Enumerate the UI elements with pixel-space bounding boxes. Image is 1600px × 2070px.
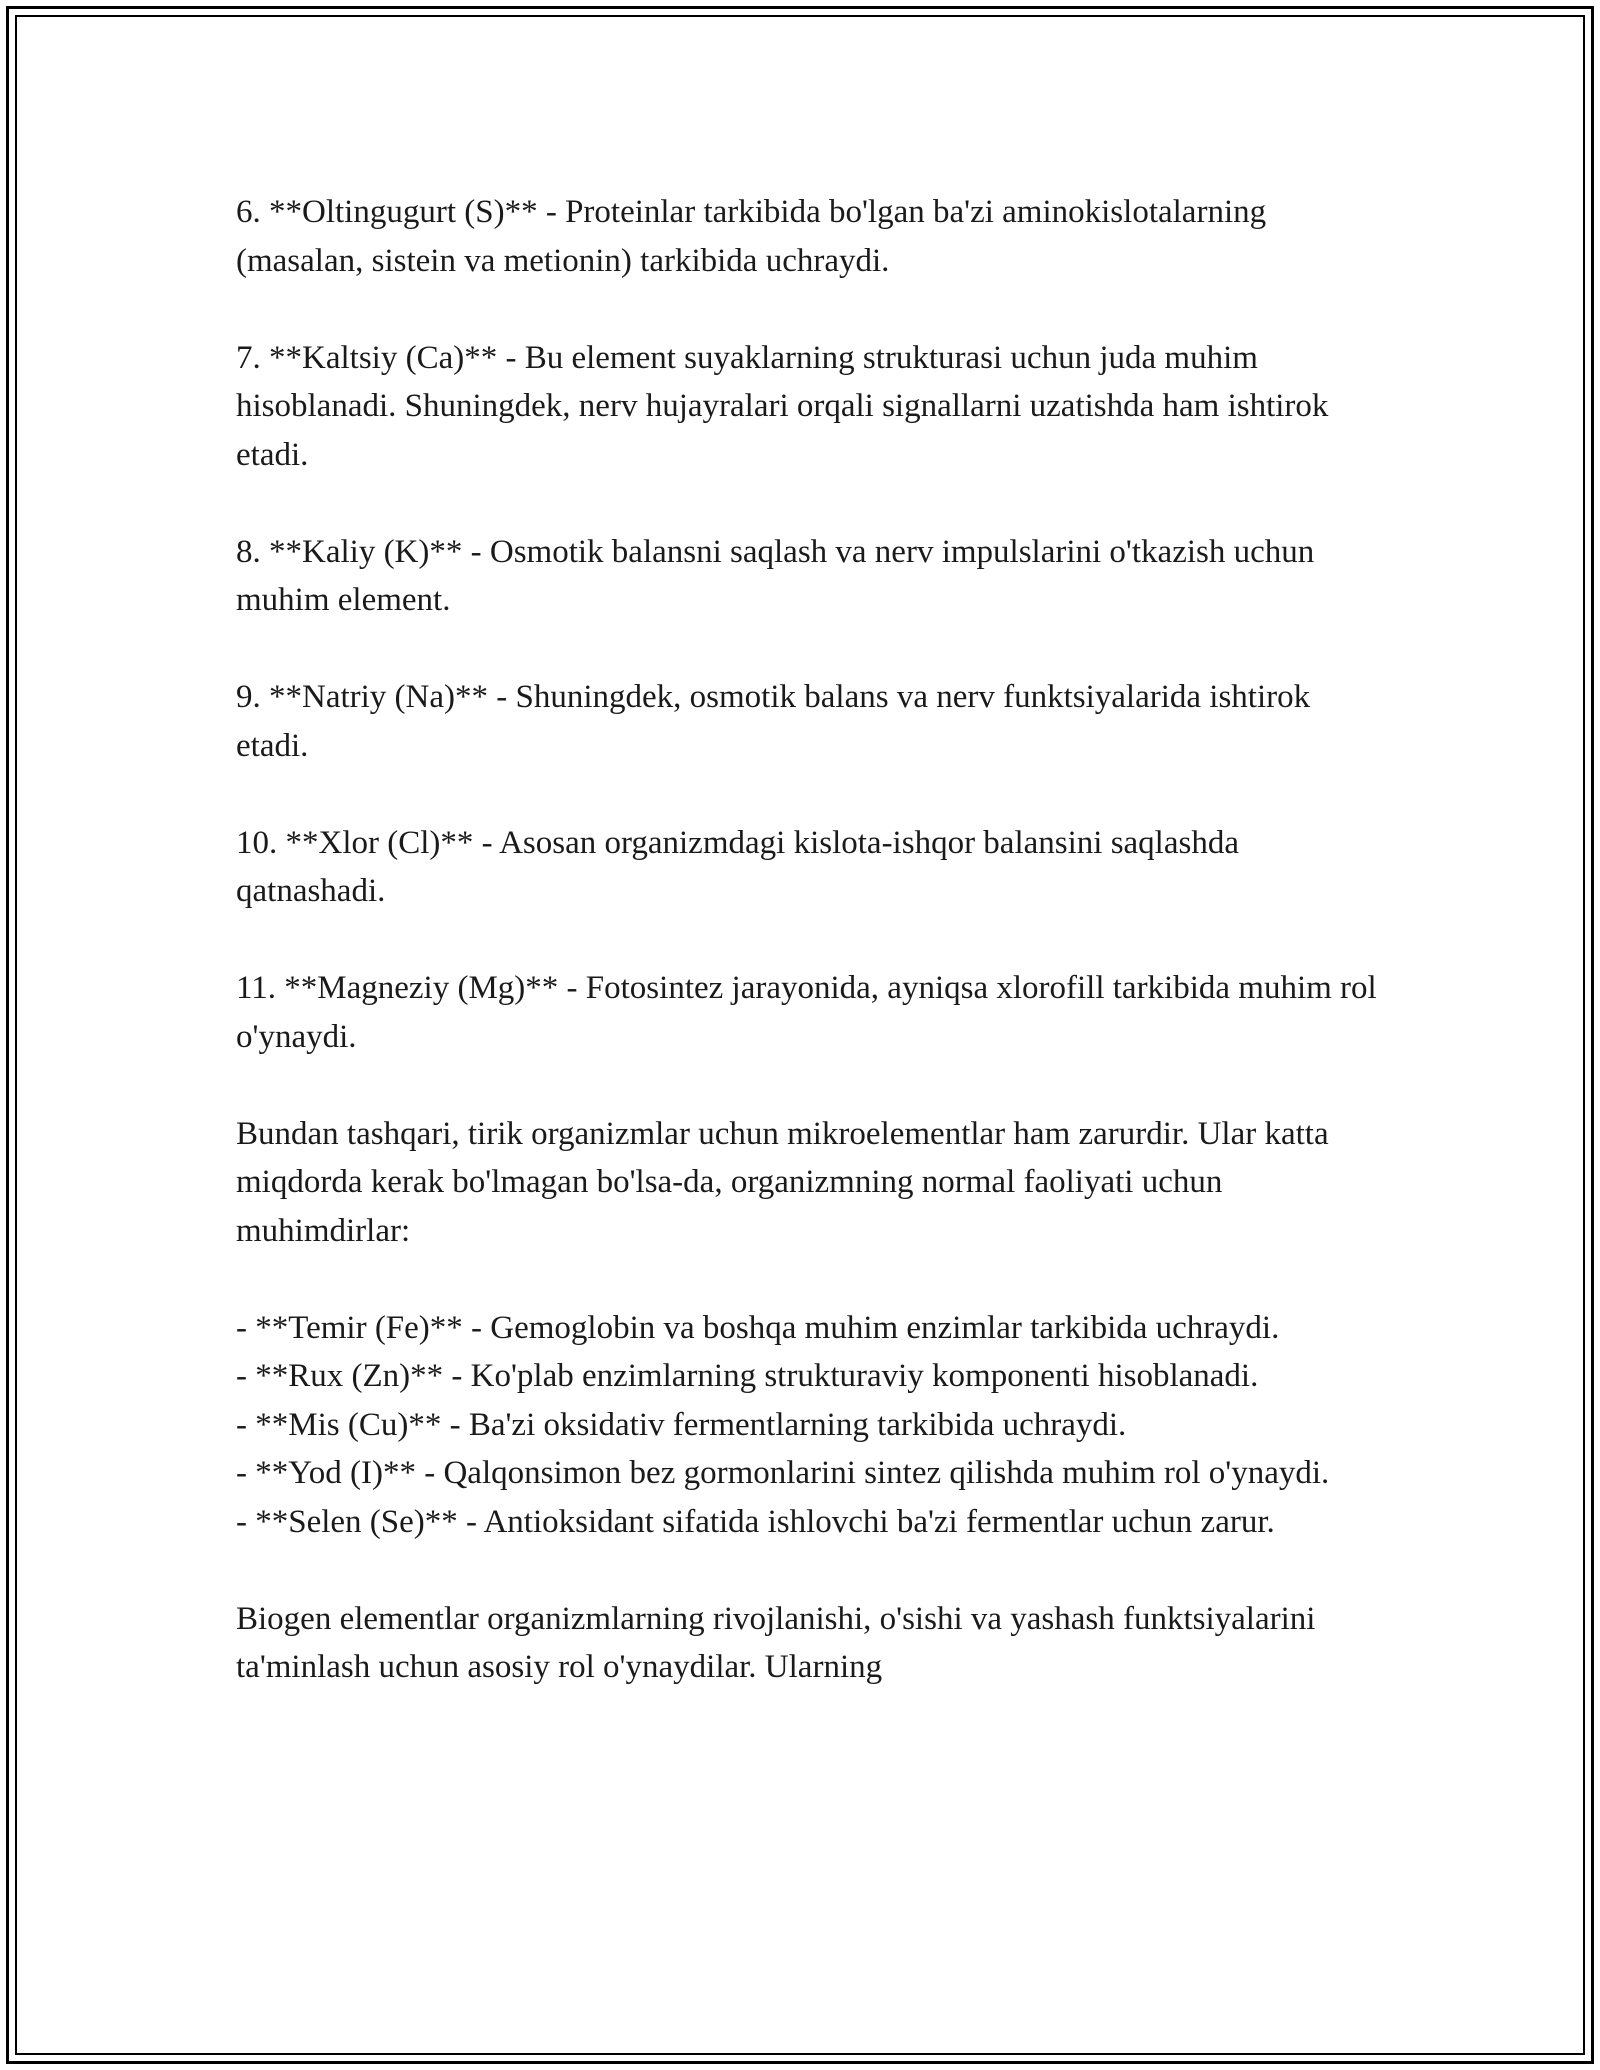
microelements-list	[236, 1304, 1386, 1547]
paragraph-sodium: 9. **Natriy (Na)** - Shuningdek, osmotik balans va nerv funktsiyalarida ishtirok etadi.	[236, 679, 1319, 764]
paragraph-gap	[236, 285, 1386, 334]
list-item-selenium: - **Selen (Se)** - Antioksidant sifatida ishlovchi ba'zi fermentlar uchun zarur.	[236, 1503, 1275, 1540]
list-item-zinc: - **Rux (Zn)** - Ko'plab enzimlarning strukturaviy komponenti hisoblanadi.	[236, 1358, 1259, 1394]
paragraph-gap	[236, 479, 1386, 528]
list-item-iron: - **Temir (Fe)** - Gemoglobin va boshqa muhim enzimlar tarkibida uchraydi.	[236, 1309, 1280, 1346]
paragraph-gap	[236, 1061, 1386, 1110]
paragraph-closing: Biogen elementlar organizmlarning rivojlanishi, o'sishi va yashash funktsiyalarini ta'minlash uchun asosiy rol o'ynaydilar. Ularning	[236, 1600, 1324, 1685]
paragraph-gap	[236, 1546, 1386, 1595]
paragraph-potassium: 8. **Kaliy (K)** - Osmotik balansni saqlash va nerv impulslarini o'tkazish uchun muhim element.	[236, 533, 1323, 618]
list-item-copper: - **Mis (Cu)** - Ba'zi oksidativ fermentlarning tarkibida uchraydi.	[236, 1406, 1127, 1443]
paragraph-sulfur: 6. **Oltingugurt (S)** - Proteinlar tarkibida bo'lgan ba'zi aminokislotalarning (masalan, sistein va metionin) tarkibida uchraydi.	[236, 194, 1275, 279]
paragraph-magnesium: 11. **Magneziy (Mg)** - Fotosintez jarayonida, ayniqsa xlorofill tarkibida muhim rol o'ynaydi.	[236, 970, 1385, 1055]
paragraph-calcium: 7. **Kaltsiy (Ca)** - Bu element suyaklarning strukturasi uchun juda muhim hisoblanadi. Shuningdek, nerv hujayralari orqali signallarni uzatishda ham ishtirok etadi.	[236, 339, 1337, 473]
list-item-iodine: - **Yod (I)** - Qalqonsimon bez gormonlarini sintez qilishda muhim rol o'ynaydi.	[236, 1455, 1330, 1491]
paragraph-gap	[236, 625, 1386, 674]
paragraph-chlorine: 10. **Xlor (Cl)** - Asosan organizmdagi kislota-ishqor balansini saqlashda qatnashadi.	[236, 824, 1248, 909]
paragraph-gap	[236, 916, 1386, 965]
paragraph-gap	[236, 1255, 1386, 1304]
paragraph-gap	[236, 770, 1386, 819]
paragraph-microelements-intro: Bundan tashqari, tirik organizmlar uchun mikroelementlar ham zarurdir. Ular katta miqdorda kerak bo'lmagan bo'lsa-da, organizmning normal faoliyati uchun muhimdirlar:	[236, 1115, 1337, 1249]
document-body	[236, 188, 1386, 1692]
